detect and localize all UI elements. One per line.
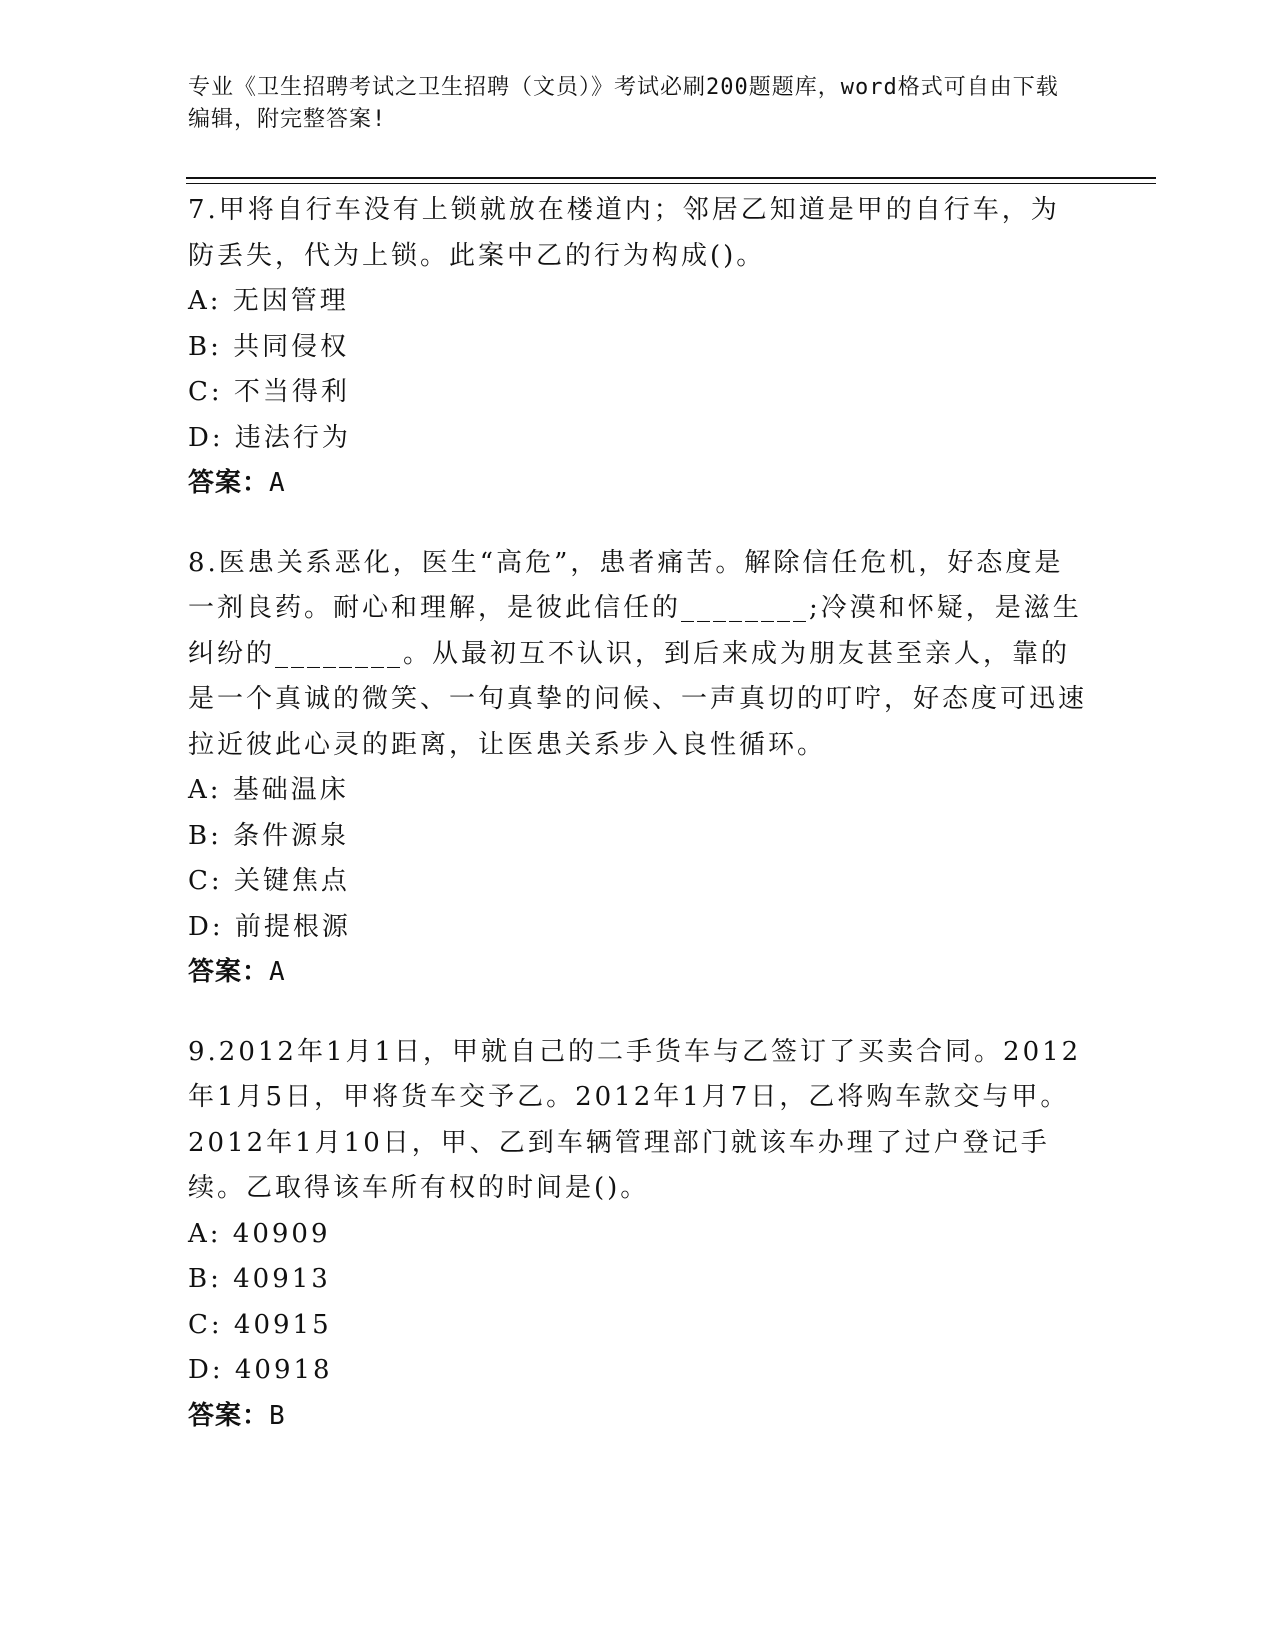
answer-line (188, 461, 1088, 507)
option-d: D: 40918 (188, 1355, 333, 1385)
option-list (188, 279, 1088, 461)
option-d: D: 违法行为 (188, 422, 351, 453)
answer-label: 答案： (188, 468, 270, 498)
question-8 (188, 541, 1088, 996)
question-stem: 9.2012年1月1日，甲就自己的二手货车与乙签订了买卖合同。2012年1月5日，甲将货车交予乙。2012年1月7日，乙将购车款交与甲。2012年1月10日，甲、乙到车辆管理部门就该车办理了过户登记手续。乙取得该车所有权的时间是()。 (188, 1036, 1082, 1203)
option-c: C: 关键焦点 (188, 866, 350, 896)
document-header: 专业《卫生招聘考试之卫生招聘（文员）》考试必刷200题题库，word格式可自由下载编辑，附完整答案! (188, 75, 1059, 132)
option-list (188, 768, 1088, 950)
option-b: B: 共同侵权 (188, 331, 350, 362)
option-a: A: 基础温床 (188, 775, 349, 805)
question-stem: 8.医患关系恶化，医生“高危”，患者痛苦。解除信任危机，好态度是一剂良药。耐心和理解，是彼此信任的________;冷漠和怀疑，是滋生纠纷的________。从最初互不认识，到后来成为朋友甚至亲人，靠的是一个真诚的微笑、一句真挚的问候、一声真切的叮咛，好态度可迅速拉近彼此心灵的距离，让医患关系步入良性循环。 (188, 547, 1088, 760)
answer-label: 答案： (188, 957, 270, 987)
answer-line (188, 1394, 1088, 1440)
option-b: B: 条件源泉 (188, 820, 350, 851)
option-c: C: 40915 (188, 1309, 332, 1340)
answer-line (188, 950, 1088, 996)
answer-label: 答案： (188, 1400, 270, 1431)
header-divider-thin (186, 183, 1156, 184)
answer-value: A (269, 957, 286, 987)
question-9 (188, 1030, 1088, 1440)
question-list (188, 188, 1088, 1473)
option-c: C: 不当得利 (188, 377, 350, 407)
answer-value: A (269, 468, 286, 498)
answer-value: B (269, 1400, 286, 1431)
question-stem: 7.甲将自行车没有上锁就放在楼道内；邻居乙知道是甲的自行车，为防丢失，代为上锁。此案中乙的行为构成()。 (188, 195, 1060, 271)
option-a: A: 40909 (188, 1218, 331, 1249)
option-b: B: 40913 (188, 1264, 331, 1294)
question-7 (188, 188, 1088, 507)
option-a: A: 无因管理 (188, 286, 349, 316)
header-divider-thick (186, 177, 1156, 179)
option-d: D: 前提根源 (188, 911, 351, 942)
option-list (188, 1212, 1088, 1394)
